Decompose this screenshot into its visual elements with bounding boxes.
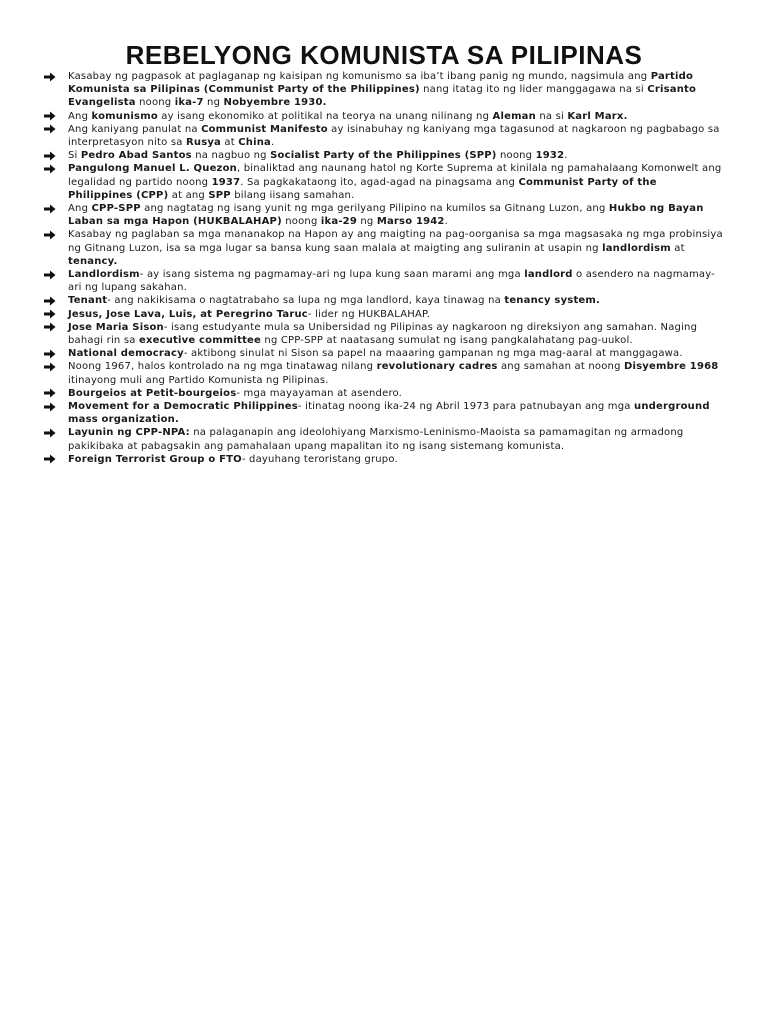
bold-term: Pedro Abad Santos	[80, 150, 192, 162]
bold-term: Disyembre 1968	[624, 361, 719, 373]
arrow-right-icon	[44, 454, 56, 464]
body-text: Kasabay ng paglaban sa mga mananakop na Hapon ay ang maigting na pag-oorganisa sa mga magsasaka ng mga probinsiya ng Gitnang Luzon, isa sa mga lugar sa bansa kung saan malala at maigting ang suliranin at usapin ng	[68, 229, 723, 254]
arrow-right-icon	[44, 230, 56, 240]
bold-term: tenancy.	[68, 255, 118, 267]
list-item	[44, 110, 724, 123]
bold-term: Marso 1942	[376, 216, 445, 228]
list-item	[44, 162, 724, 202]
body-text: - lider ng HUKBALAHAP.	[307, 308, 431, 320]
body-text: - mga mayayaman at asendero.	[236, 387, 403, 399]
list-item	[44, 453, 724, 466]
list-item	[44, 123, 724, 149]
body-text: na palaganapin ang ideolohiyang Marxismo-Leninismo-Maoista sa pamamagitan ng armadong pakikibaka at pabagsakin ang pamahalaan upang mapalitan ito ng isang sistemang komunista.	[68, 427, 684, 452]
body-text: - ay isang sistema ng pagmamay-ari ng lupa kung saan marami ang mga	[139, 269, 525, 281]
arrow-right-icon	[44, 322, 56, 332]
list-item	[44, 347, 724, 360]
body-text: Noong 1967, halos kontrolado na ng mga tinatawag nilang	[68, 361, 377, 373]
bold-term: Nobyembre 1930.	[223, 97, 327, 109]
body-text: Ang	[68, 203, 92, 215]
arrow-right-icon	[44, 72, 56, 82]
body-text: nang itatag ito ng lider manggagawa na si	[419, 84, 648, 96]
body-text: ay isang ekonomiko at politikal na teorya na unang nilinang ng	[157, 110, 493, 122]
body-text: ng	[356, 216, 377, 228]
body-text: at ang	[168, 189, 209, 201]
body-text: - ang nakikisama o nagtatrabaho sa lupa ng mga landlord, kaya tinawag na	[107, 295, 505, 307]
body-text: ng CPP-SPP at naatasang sumulat ng isang pangkalahatang pag-uukol.	[261, 335, 633, 347]
arrow-right-icon	[44, 270, 56, 280]
list-item	[44, 321, 724, 347]
body-text: .	[271, 137, 275, 149]
body-text: Ang kaniyang panulat na	[68, 123, 202, 135]
bold-term: Pangulong Manuel L. Quezon	[68, 163, 237, 175]
body-text: - itinatag noong ika-24 ng Abril 1973 para patnubayan ang mga	[297, 401, 635, 413]
body-text: ng	[203, 97, 224, 109]
body-text: na si	[535, 110, 568, 122]
body-text: Kasabay ng pagpasok at paglaganap ng kaisipan ng komunismo sa iba’t ibang panig ng mundo, nagsimula ang	[68, 71, 651, 82]
bold-term: Jose Maria Sison	[68, 321, 164, 333]
bold-term: Tenant	[68, 295, 108, 307]
body-text: .	[564, 150, 568, 162]
list-item	[44, 387, 724, 400]
body-text: . Sa pagkakataong ito, agad-agad na pinagsama ang	[240, 176, 519, 188]
list-item	[44, 228, 724, 268]
bullet-list	[44, 70, 724, 466]
body-text: at	[670, 242, 685, 254]
body-text: itinayong muli ang Partido Komunista ng Pilipinas.	[68, 374, 329, 386]
bold-term: underground mass organization.	[68, 401, 710, 426]
arrow-right-icon	[44, 124, 56, 134]
body-text: at	[221, 137, 239, 149]
list-item	[44, 308, 724, 321]
bold-term: Landlordism	[68, 269, 140, 281]
bold-term: SPP	[208, 189, 231, 201]
list-item	[44, 400, 724, 426]
arrow-right-icon	[44, 309, 56, 319]
bold-term: Hukbo ng Bayan Laban sa mga Hapon (HUKBALAHAP)	[68, 203, 704, 228]
bold-term: Communist Party of the Philippines (CPP)	[68, 176, 657, 201]
bold-term: Socialist Party of the Philippines (SPP)	[270, 150, 497, 162]
bold-term: 1937	[211, 176, 241, 188]
list-item	[44, 426, 724, 452]
arrow-right-icon	[44, 164, 56, 174]
arrow-right-icon	[44, 296, 56, 306]
bold-term: Partido Komunista sa Pilipinas (Communist Party of the Philippines)	[68, 71, 694, 96]
bold-term: executive committee	[138, 335, 262, 347]
list-item	[44, 294, 724, 307]
bold-term: Rusya	[185, 137, 222, 149]
bold-term: Karl Marx.	[567, 110, 628, 122]
bold-term: revolutionary cadres	[376, 361, 498, 373]
bold-term: CPP-SPP	[91, 203, 141, 215]
body-text: na nagbuo ng	[191, 150, 271, 162]
bold-term: Communist Manifesto	[201, 123, 328, 135]
body-text: - dayuhang teroristang grupo.	[241, 453, 398, 465]
arrow-right-icon	[44, 111, 56, 121]
list-item	[44, 70, 724, 110]
bold-term: 1932	[535, 150, 565, 162]
arrow-right-icon	[44, 388, 56, 398]
body-text: bilang iisang samahan.	[230, 189, 355, 201]
bold-term: Layunin ng CPP-NPA:	[68, 427, 190, 439]
list-item	[44, 360, 724, 386]
bold-term: Crisanto Evangelista	[68, 84, 697, 109]
arrow-right-icon	[44, 402, 56, 412]
bold-term: komunismo	[91, 110, 158, 122]
arrow-right-icon	[44, 362, 56, 372]
list-item	[44, 268, 724, 294]
list-item	[44, 149, 724, 162]
arrow-right-icon	[44, 151, 56, 161]
body-text: - isang estudyante mula sa Unibersidad ng Pilipinas ay nagkaroon ng direksiyon ang samahan. Naging bahagi rin sa	[68, 321, 698, 347]
arrow-right-icon	[44, 349, 56, 359]
bold-term: tenancy system.	[504, 295, 601, 307]
bold-term: ika-7	[174, 97, 204, 109]
bold-term: landlordism	[602, 242, 671, 254]
body-text: ang samahan at noong	[497, 361, 625, 373]
arrow-right-icon	[44, 204, 56, 214]
body-text: o asendero na nagmamay-ari ng lupang sakahan.	[68, 269, 715, 294]
bold-term: landlord	[524, 269, 573, 281]
body-text: noong	[496, 150, 536, 162]
bold-term: Movement for a Democratic Philippines	[68, 401, 298, 413]
bold-term: National democracy	[68, 348, 184, 360]
body-text: , binaliktad ang naunang hatol ng Korte Suprema at kinilala ng pamahalaang Komonwelt ang legalidad ng partido noong	[68, 163, 722, 188]
list-item	[44, 202, 724, 228]
page-title: REBELYONG KOMUNISTA SA PILIPINAS	[125, 40, 643, 70]
bold-term: Jesus, Jose Lava, Luis, at Peregrino Taruc	[68, 308, 308, 320]
bold-term: China	[238, 137, 271, 149]
body-text: noong	[281, 216, 321, 228]
body-text: Si	[68, 150, 81, 162]
body-text: ay isinabuhay ng kaniyang mga tagasunod at nagkaroon ng pagbabago sa interpretasyon nito sa	[68, 123, 720, 149]
bold-term: ika-29	[320, 216, 357, 228]
bold-term: Foreign Terrorist Group o FTO	[68, 453, 242, 465]
body-text: .	[444, 216, 448, 228]
body-text: noong	[135, 97, 175, 109]
body-text: Ang	[68, 110, 92, 122]
arrow-right-icon	[44, 428, 56, 438]
bold-term: Aleman	[492, 110, 536, 122]
bold-term: Bourgeios at Petit-bourgeios	[68, 387, 237, 399]
body-text: - aktibong sinulat ni Sison sa papel na maaaring gampanan ng mga mag-aaral at manggagawa.	[183, 348, 683, 360]
body-text: ang nagtatag ng isang yunit ng mga gerilyang Pilipino na kumilos sa Gitnang Luzon, ang	[140, 203, 609, 215]
